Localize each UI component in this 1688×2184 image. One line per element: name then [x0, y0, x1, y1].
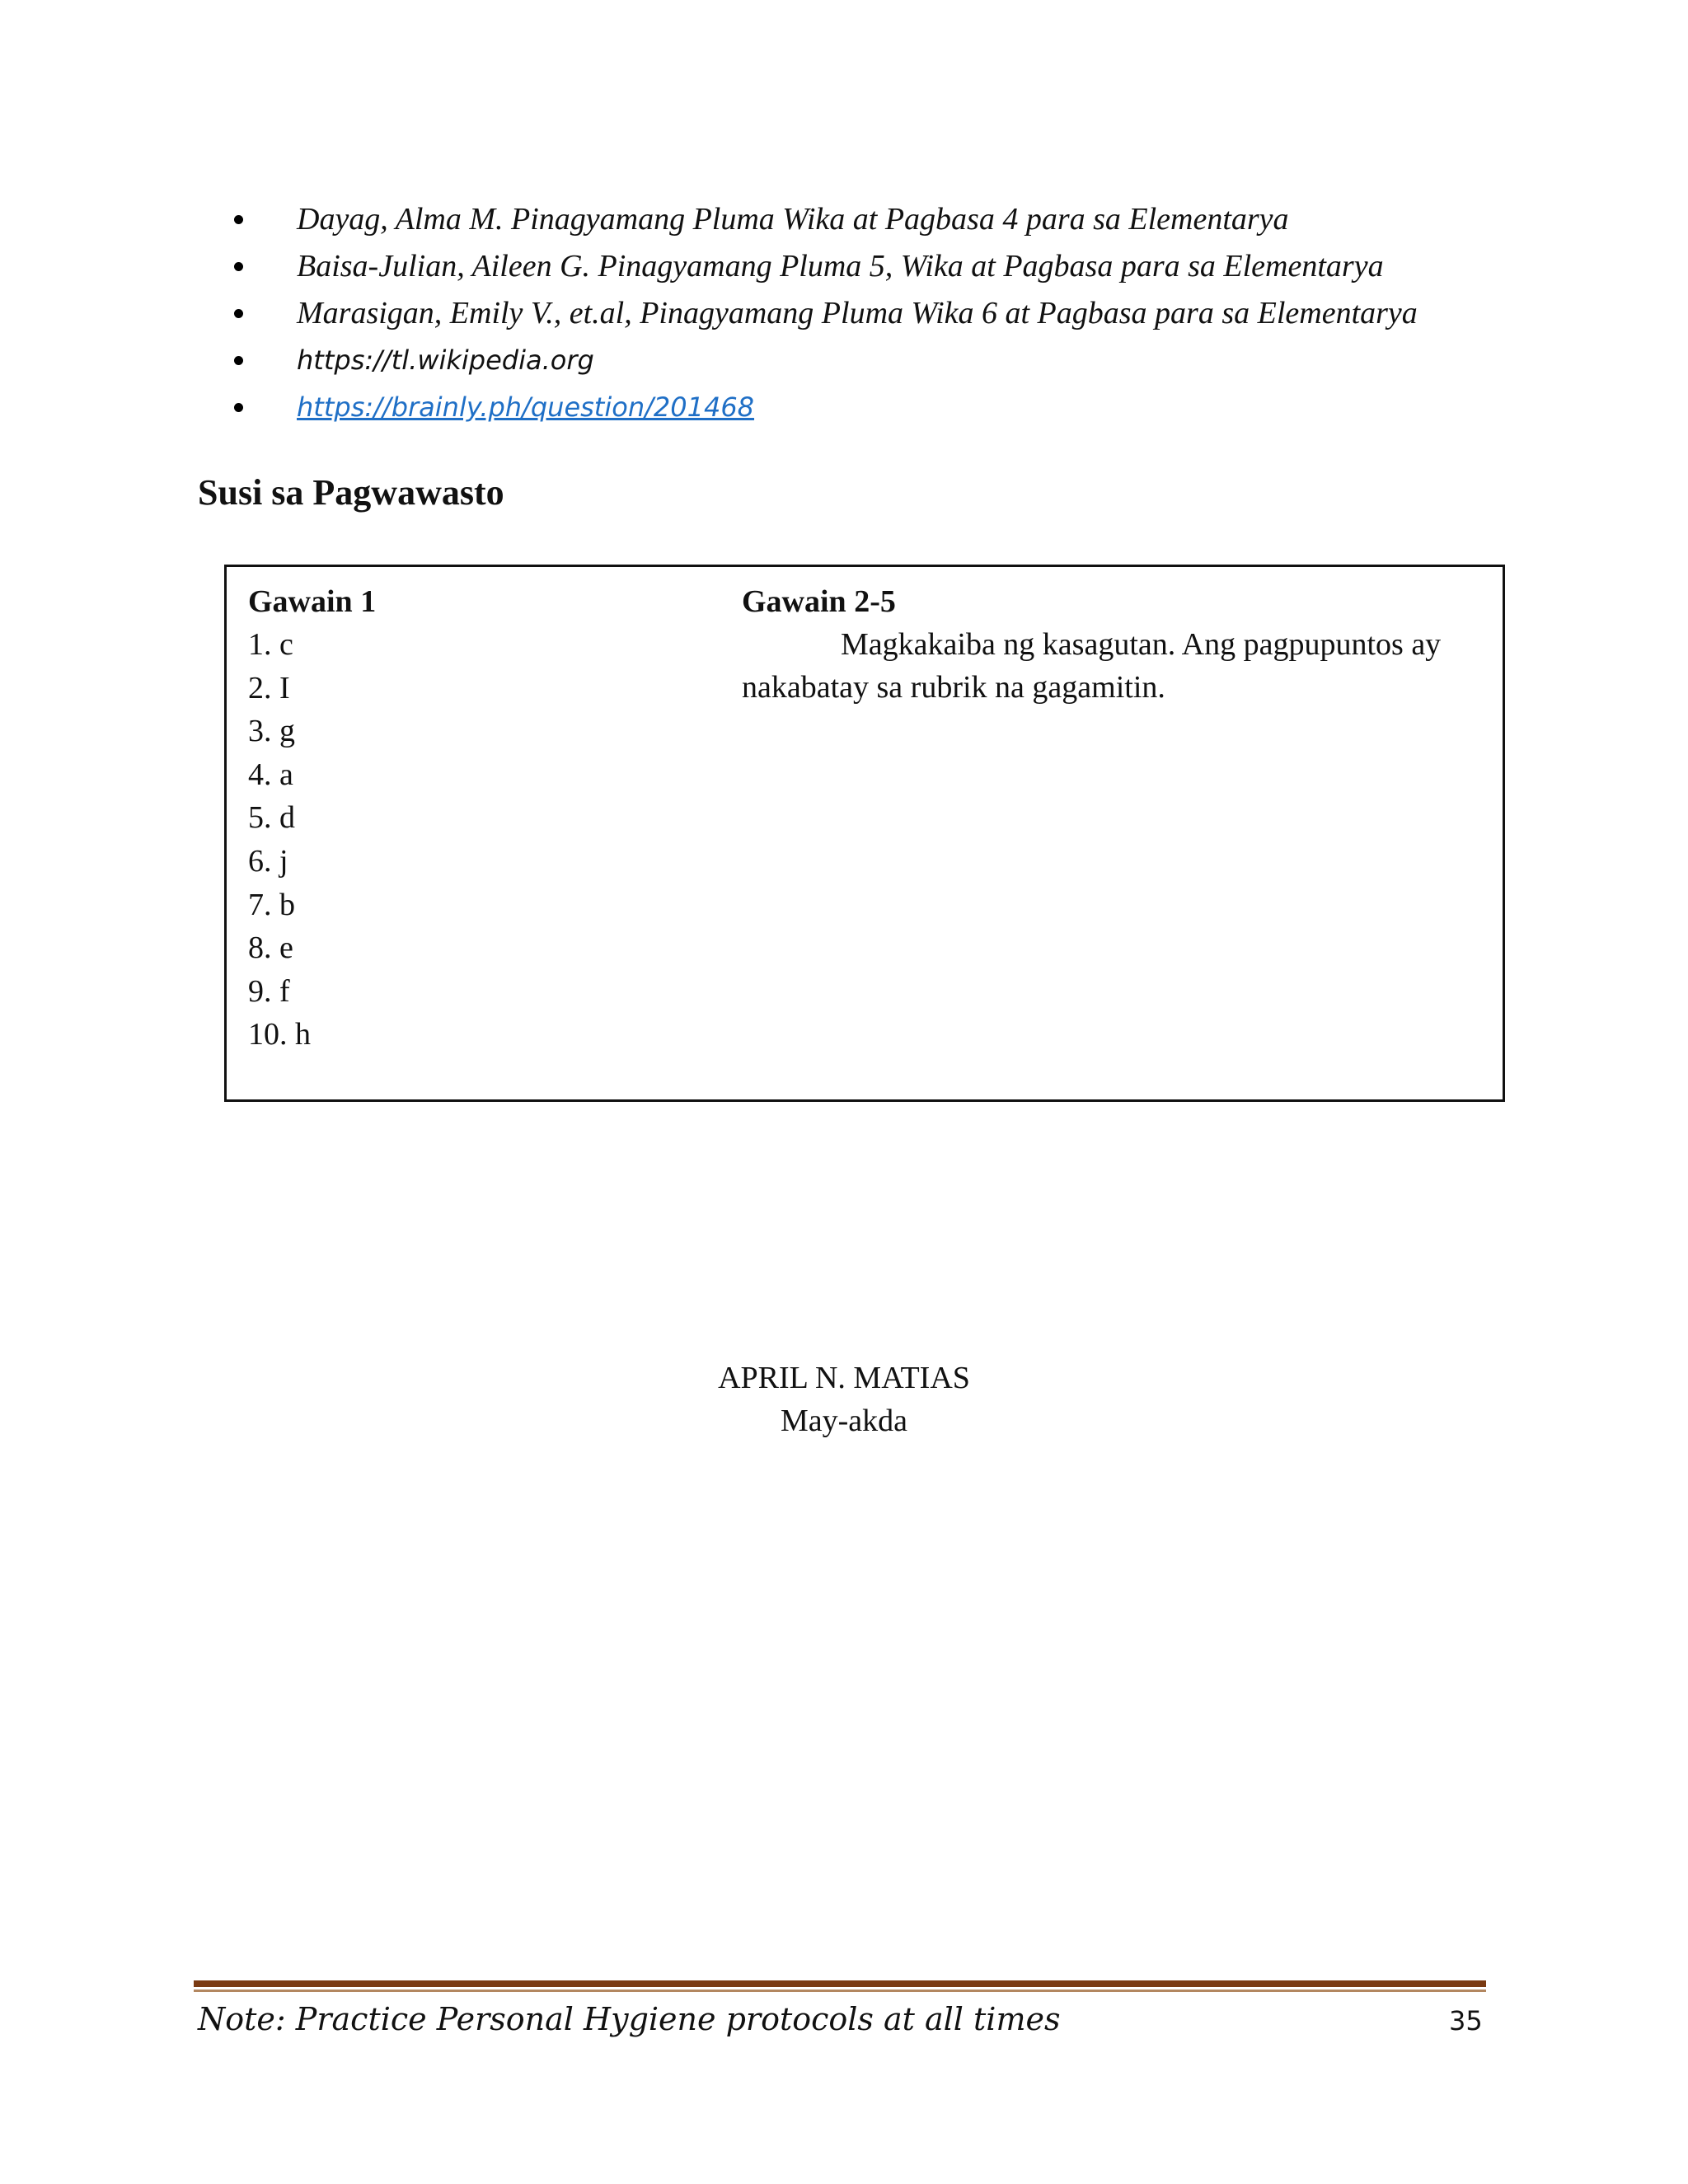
reference-url: https://tl.wikipedia.org: [297, 344, 594, 376]
reference-text: Baisa-Julian, Aileen G. Pinagyamang Pluma 5, Wika at Pagbasa para sa Elementarya: [297, 249, 1384, 284]
answer-key-box: [224, 565, 1505, 1102]
reference-item: [247, 196, 1418, 243]
answer-item: 9. f: [248, 973, 290, 1009]
footer-note: Note: Practice Personal Hygiene protocols at all times: [198, 2001, 1061, 2037]
reference-text: Marasigan, Emily V., et.al, Pinagyamang Pluma Wika 6 at Pagbasa para sa Elementarya: [297, 296, 1418, 330]
answer-item: 7. b: [248, 887, 295, 922]
author-name: APRIL N. MATIAS: [718, 1361, 970, 1395]
answer-item: 8. e: [248, 930, 293, 966]
footer-divider: [194, 1980, 1486, 1992]
answer-item: 5. d: [248, 800, 295, 836]
section-heading: Susi sa Pagwawasto: [198, 472, 504, 513]
gawain2-text: Magkakaiba ng kasagutan. Ang pagpupuntos ay nakabatay sa rubrik na gagamitin.: [742, 627, 1442, 705]
gawain2-column: [742, 580, 1484, 709]
page-number: 35: [1449, 2005, 1483, 2036]
reference-hyperlink[interactable]: https://brainly.ph/question/201468: [297, 391, 755, 423]
author-role: May-akda: [780, 1404, 908, 1438]
author-block: [0, 1357, 1688, 1442]
reference-item: [247, 243, 1418, 290]
gawain1-column: [248, 580, 710, 1057]
reference-item: [247, 384, 1418, 431]
answer-item: 4. a: [248, 757, 293, 792]
gawain1-answers: [248, 623, 710, 1057]
gawain2-title: Gawain 2-5: [742, 584, 896, 619]
gawain1-title: Gawain 1: [248, 584, 377, 619]
answer-item: 6. j: [248, 843, 288, 879]
answer-item: 10. h: [248, 1017, 311, 1052]
reference-text: Dayag, Alma M. Pinagyamang Pluma Wika at Pagbasa 4 para sa Elementarya: [297, 202, 1289, 237]
reference-item: [247, 337, 1418, 384]
answer-item: 3. g: [248, 714, 295, 749]
reference-list: [247, 196, 1418, 431]
reference-item: [247, 290, 1418, 337]
answer-item: 2. I: [248, 670, 290, 705]
answer-item: 1. c: [248, 627, 293, 662]
